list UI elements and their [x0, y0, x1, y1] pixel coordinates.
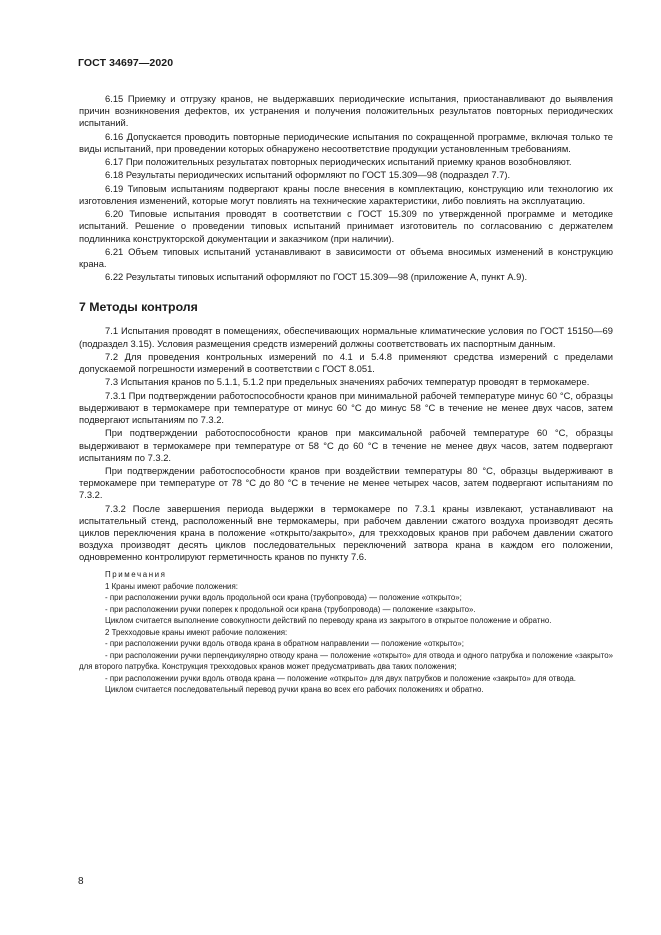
- section-title: 7 Методы контроля: [79, 300, 198, 315]
- note-line: - при расположении ручки перпендикулярно отводу крана — положение «открыто» для отвода и одного патрубка и положение «закрыто» для второго патрубка. Конструкция трехходовых кранов может предусматривать два таких положения;: [79, 650, 613, 672]
- document-code-header: ГОСТ 34697—2020: [78, 57, 174, 69]
- paragraph-7-3: 7.3 Испытания кранов по 5.1.1, 5.1.2 при предельных значениях рабочих температур проводят в термокамере.: [105, 376, 590, 388]
- note-line: 2 Трехходовые краны имеют рабочие положения:: [105, 627, 288, 637]
- paragraph-7-3-2: 7.3.2 После завершения периода выдержки в термокамере по 7.3.1 краны извлекают, устанавливают на испытательный стенд, расположенный вне термокамеры, при рабочем давлении сжатого воздуха производят десять циклов переключения крана в положение «открыто/закрыто», для трехходовых кранов при рабочем давлении сжатого воздуха производят десять циклов последовательных переключений затвора крана в каждом его положении, одновременно контролируют герметичность кранов по пункту 7.6.: [79, 502, 613, 562]
- paragraph-7-1: 7.1 Испытания проводят в помещениях, обеспечивающих нормальные климатические условия по ГОСТ 15150—69 (подраздел 3.15). Условия размещения средств измерений должны соответствовать их паспортным данным.: [79, 325, 613, 349]
- notes-title: Примечания: [105, 570, 167, 580]
- paragraph-6-22: 6.22 Результаты типовых испытаний оформляют по ГОСТ 15.309—98 (приложение А, пункт А.9).: [105, 271, 528, 283]
- paragraph-6-16: 6.16 Допускается проводить повторные периодические испытания по сокращенной программе, включая только те виды испытаний, при проведении которых обнаружено несоответствие продукции установленным требованиям.: [79, 130, 613, 154]
- paragraph-6-20: 6.20 Типовые испытания проводят в соответствии с ГОСТ 15.309 по утвержденной программе и методике испытаний. Решение о проведении типовых испытаний принимает изготовитель по согласованию с держателем подлинника конструкторской документации и заказчиком (при наличии).: [79, 208, 613, 244]
- note-line: - при расположении ручки вдоль продольной оси крана (трубопровода) — положение «открыто»;: [105, 593, 462, 603]
- notes-block: [79, 569, 613, 696]
- note-line: - при расположении ручки вдоль отвода крана в обратном направлении — положение «открыто»;: [105, 639, 464, 649]
- paragraph-7-3-1-max: При подтверждении работоспособности кранов при максимальной рабочей температуре 60 °С, образцы выдерживают в термокамере при температуре от 58 °С до 60 °С в течение не менее двух часов, затем подвергают испытаниям по 7.3.2.: [79, 427, 613, 463]
- note-line: Циклом считается последовательный перевод ручки крана во всех его рабочих положениях и обратно.: [105, 685, 484, 695]
- paragraph-7-3-1: 7.3.1 При подтверждении работоспособности кранов при минимальной рабочей температуре минус 60 °С, образцы выдерживают в термокамере при температуре от минус 60 °С до минус 58 °С в течение не менее двух часов, затем подвергают испытаниям по 7.3.2.: [79, 389, 613, 426]
- page-number: 8: [78, 876, 84, 887]
- paragraph-6-17: 6.17 При положительных результатах повторных периодических испытаний приемку кранов возобновляют.: [105, 156, 572, 168]
- page-content: [79, 93, 613, 696]
- note-line: - при расположении ручки поперек к продольной оси крана (трубопровода) — положение «закрыто».: [105, 604, 476, 614]
- note-line: - при расположении ручки вдоль отвода крана — положение «открыто» для двух патрубков и положение «закрыто» для отвода.: [105, 673, 576, 683]
- paragraph-6-21: 6.21 Объем типовых испытаний устанавливают в зависимости от объема вносимых изменений в конструкцию крана.: [79, 245, 613, 269]
- paragraph-6-18: 6.18 Результаты периодических испытаний оформляют по ГОСТ 15.309—98 (подраздел 7.7).: [105, 169, 511, 181]
- paragraph-6-19: 6.19 Типовым испытаниям подвергают краны после внесения в комплектацию, конструкцию или технологию их изготовления изменений, которые могут повлиять на технические характеристики, либо повлиять на эксплуатацию.: [79, 182, 613, 206]
- paragraph-7-3-1-80: При подтверждении работоспособности кранов при воздействии температуры 80 °С, образцы выдерживают в термокамере при температуре от 78 °С до 80 °С в течение не менее четырех часов, затем подвергают испытаниям по 7.3.2.: [79, 465, 613, 501]
- paragraph-6-15: 6.15 Приемку и отгрузку кранов, не выдержавших периодические испытания, приостанавливают до выявления причин возникновения дефектов, их устранения и получения положительных результатов повторных периодических испытаний.: [79, 93, 613, 129]
- paragraph-7-2: 7.2 Для проведения контрольных измерений по 4.1 и 5.4.8 применяют средства измерений с пределами допускаемой погрешности измерений в соответствии с ГОСТ 8.051.: [79, 350, 613, 375]
- note-line: Циклом считается выполнение совокупности действий по переводу крана из закрытого в открытое положение и обратно.: [105, 616, 552, 626]
- note-line: 1 Краны имеют рабочие положения:: [105, 581, 238, 591]
